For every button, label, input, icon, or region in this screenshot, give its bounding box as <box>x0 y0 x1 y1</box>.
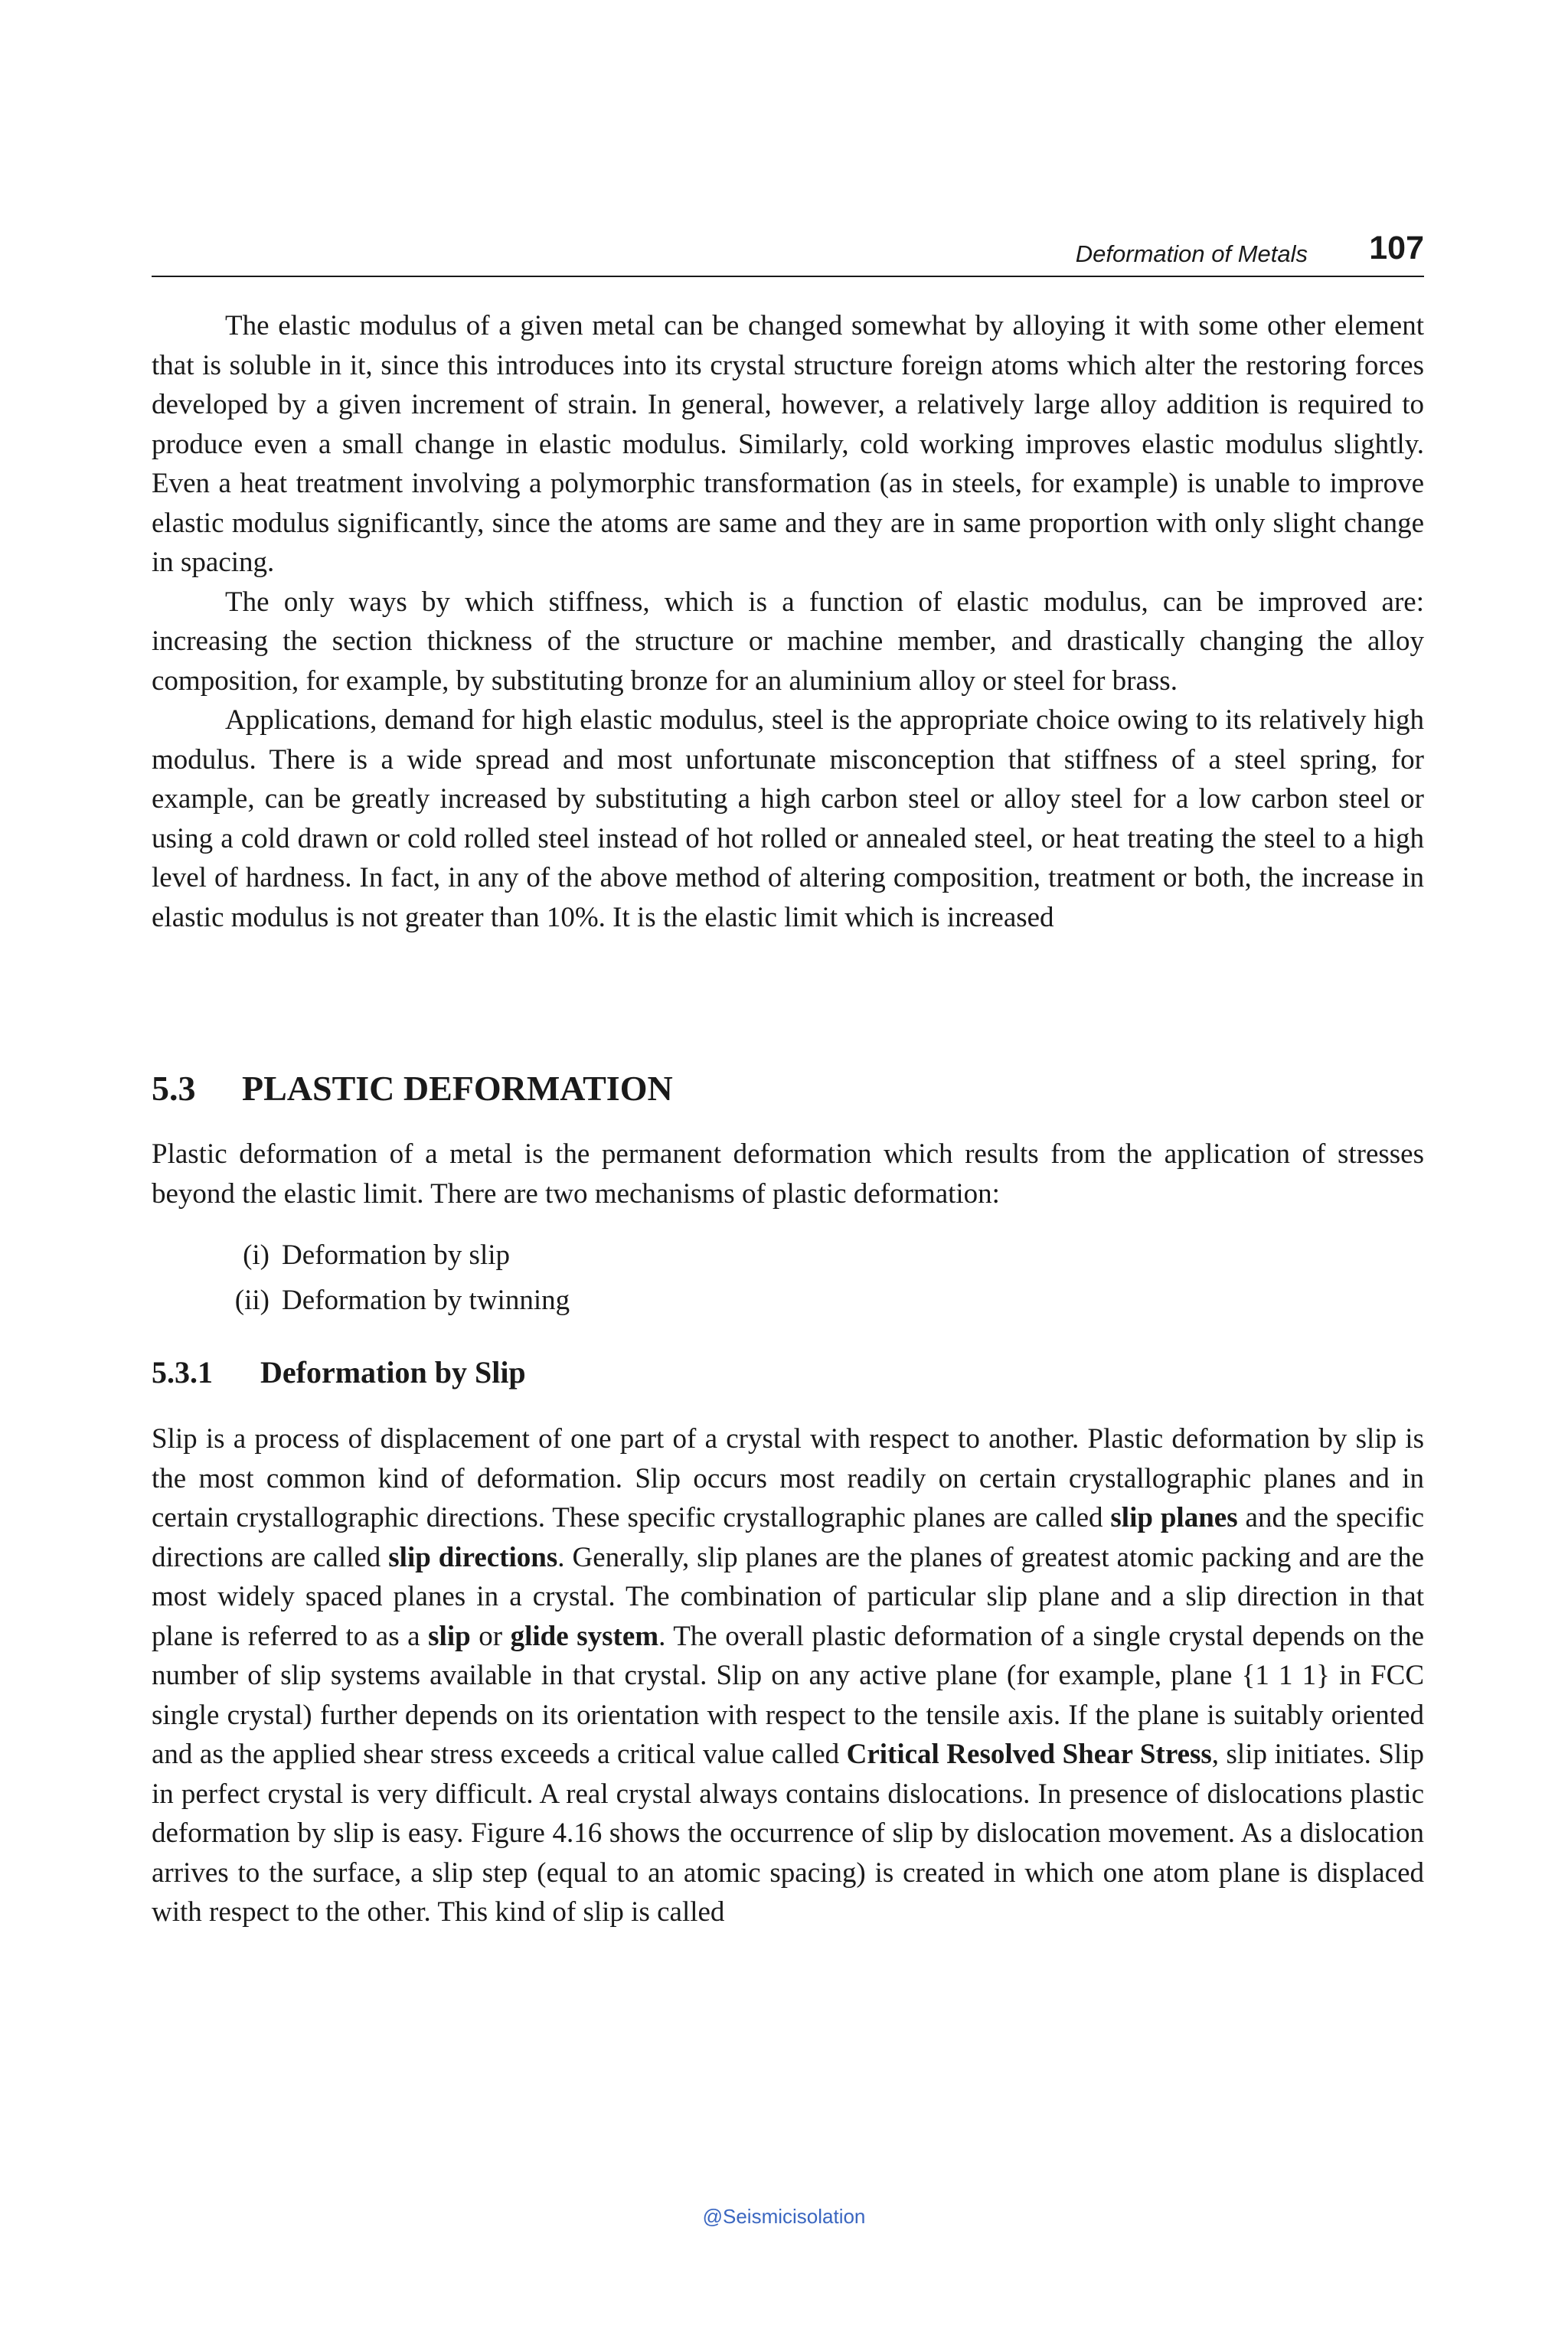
term-glide-system: glide system <box>510 1620 659 1652</box>
text-run: and the specific directions are called <box>152 1502 1424 1573</box>
list-marker: (i) <box>243 1239 270 1271</box>
term-slip: slip <box>428 1620 471 1652</box>
section-heading <box>152 1068 673 1109</box>
term-slip-planes: slip planes <box>1110 1502 1238 1533</box>
running-title: Deformation of Metals <box>1075 240 1308 267</box>
list-item <box>152 1278 1424 1323</box>
section-title: PLASTIC DEFORMATION <box>242 1069 673 1108</box>
running-header <box>152 230 1424 277</box>
slip-text-block <box>152 1419 1424 1932</box>
section-intro-block <box>152 1135 1424 1213</box>
intro-text-block <box>152 306 1424 937</box>
subsection-heading <box>152 1354 526 1390</box>
watermark: @Seismicisolation <box>702 2205 866 2228</box>
text-run: . Generally, slip planes are the planes of greatest atomic packing and are the most widely spaced planes in a crystal. The combination of particular slip plane and a slip direction in that plane is referred to as a <box>152 1541 1424 1652</box>
paragraph-steel-applications: Applications, demand for high elastic modulus, steel is the appropriate choice owing to its relatively high modulus. There is a wide spread and most unfortunate misconception that stiffness of a steel spring, for example, can be greatly increased by substituting a high carbon steel or alloy steel for a low carbon steel or using a cold drawn or cold rolled steel instead of hot rolled or annealed steel, or heat treating the steel to a high level of hardness. In fact, in any of the above method of altering composition, treatment or both, the increase in elastic modulus is not greater than 10%. It is the elastic limit which is increased <box>152 704 1424 933</box>
page-number: 107 <box>1369 230 1424 266</box>
paragraph-stiffness-improvement: The only ways by which stiffness, which is a function of elastic modulus, can be improved are: increasing the section thickness of the structure or machine member, and drastically changing the alloy composition, for example, by substituting bronze for an aluminium alloy or steel for brass. <box>152 586 1424 697</box>
list-item-text: Deformation by slip <box>282 1239 511 1271</box>
paragraph-elastic-modulus-alloying: The elastic modulus of a given metal can be changed somewhat by alloying it with some other element that is soluble in it, since this introduces into its crystal structure foreign atoms which alter the restoring forces developed by a given increment of strain. In general, however, a relatively large alloy addition is required to produce even a small change in elastic modulus. Similarly, cold working improves elastic modulus slightly. Even a heat treatment involving a polymorphic transformation (as in steels, for example) is unable to improve elastic modulus significantly, since the atoms are same and they are in same proportion with only slight change in spacing. <box>152 310 1424 578</box>
section-number: 5.3 <box>152 1069 196 1108</box>
list-item <box>152 1233 1424 1278</box>
paragraph-slip <box>152 1419 1424 1932</box>
list-marker: (ii) <box>234 1285 270 1316</box>
subsection-title: Deformation by Slip <box>260 1355 526 1390</box>
text-run: , slip initiates. Slip in perfect crystal is very difficult. A real crystal always contains dislocations. In presence of dislocations plastic deformation by slip is easy. Figure 4.16 shows the occurrence of slip by dislocation movement. As a dislocation arrives to the surface, a slip step (equal to an atomic spacing) is created in which one atom plane is displaced with respect to the other. This kind of slip is called <box>152 1739 1424 1928</box>
term-critical-resolved-shear-stress: Critical Resolved Shear Stress <box>846 1739 1212 1770</box>
text-run: . The overall plastic deformation of a single crystal depends on the number of slip systems available in that crystal. Slip on any active plane (for example, plane {1 1 1} in FCC single crystal) further depends on its orientation with respect to the tensile axis. If the plane is suitably oriented and as the applied shear stress exceeds a critical value called <box>152 1620 1424 1770</box>
list-item-text: Deformation by twinning <box>282 1285 570 1316</box>
subsection-number: 5.3.1 <box>152 1355 213 1390</box>
text-run: or <box>470 1620 511 1652</box>
term-slip-directions: slip directions <box>388 1541 558 1573</box>
mechanism-list <box>152 1233 1424 1323</box>
paragraph-plastic-deformation-definition: Plastic deformation of a metal is the permanent deformation which results from the application of stresses beyond the elastic limit. There are two mechanisms of plastic deformation: <box>152 1138 1424 1210</box>
text-run: Slip is a process of displacement of one part of a crystal with respect to another. Plastic deformation by slip is the most common kind of deformation. Slip occurs most readily on certain crystallographic planes and in certain crystallographic directions. These specific crystallographic planes are called <box>152 1423 1424 1533</box>
